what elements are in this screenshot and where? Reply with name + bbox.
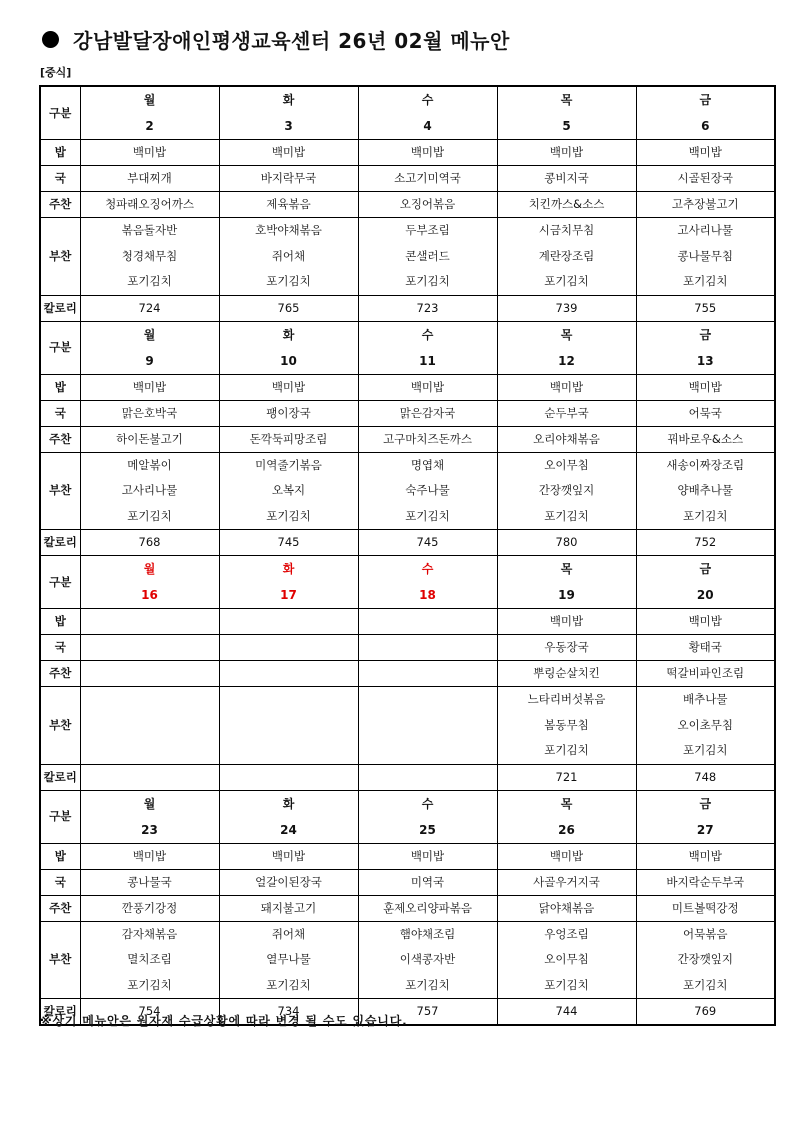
- side-dish: 포기김치: [544, 743, 589, 757]
- side-dish: 배추나물: [683, 692, 728, 706]
- soup-cell: 어묵국: [636, 400, 775, 426]
- day-header-cell: [636, 790, 775, 843]
- calorie-cell: [80, 764, 219, 790]
- calorie-row: [40, 530, 775, 556]
- main-cell: 뿌링순살치킨: [497, 661, 636, 687]
- soup-cell: 바지락무국: [219, 166, 358, 192]
- soup-cell: 바지락순두부국: [636, 869, 775, 895]
- page-title: [42, 24, 510, 54]
- soup-cell: 우동장국: [497, 635, 636, 661]
- row-label-soup: 국: [40, 166, 80, 192]
- weekday-label: 월: [143, 796, 156, 811]
- calorie-cell: [358, 764, 497, 790]
- calorie-cell: 757: [358, 999, 497, 1026]
- main-cell: 깐풍기강정: [80, 895, 219, 921]
- soup-row: [40, 635, 775, 661]
- rice-cell: [358, 609, 497, 635]
- weekday-label: 목: [560, 93, 573, 107]
- soup-cell: 사골우거지국: [497, 869, 636, 895]
- side-dish: 숙주나물: [405, 483, 450, 497]
- soup-row: [40, 869, 775, 895]
- side-dish: 새송이짜장조림: [666, 457, 745, 472]
- date-label: 13: [696, 353, 714, 368]
- day-header-cell: [636, 321, 775, 374]
- main-cell: 청파래오징어까스: [80, 192, 219, 218]
- side-dish: 간장깻잎지: [538, 483, 595, 497]
- side-cell: [497, 452, 636, 530]
- main-cell: 치킨까스&소스: [497, 192, 636, 218]
- soup-cell: 소고기미역국: [358, 166, 497, 192]
- rice-cell: 백미밥: [80, 374, 219, 400]
- side-cell: [358, 452, 497, 530]
- weekday-label: 수: [421, 562, 434, 576]
- main-cell: 닭야채볶음: [497, 895, 636, 921]
- side-cell: [219, 452, 358, 530]
- side-dish: 계란장조림: [538, 248, 595, 263]
- main-cell: 고구마치즈돈까스: [358, 426, 497, 452]
- side-dish: 콘샐러드: [405, 248, 450, 263]
- calorie-cell: 769: [636, 999, 775, 1026]
- side-cell: [636, 921, 775, 999]
- weekday-label: 월: [143, 562, 156, 576]
- side-cell: [497, 218, 636, 296]
- side-dish: 포기김치: [127, 977, 172, 992]
- side-row: [40, 452, 775, 530]
- weekday-label: 월: [143, 327, 156, 342]
- main-cell: [80, 661, 219, 687]
- main-cell: 꿔바로우&소스: [636, 426, 775, 452]
- day-header-cell: [219, 321, 358, 374]
- row-label-side: 부찬: [40, 921, 80, 999]
- calorie-cell: 755: [636, 295, 775, 321]
- row-label-header: 구분: [40, 321, 80, 374]
- main-cell: 돼지불고기: [219, 895, 358, 921]
- side-dish: 포기김치: [544, 508, 589, 523]
- week-header-row: [40, 790, 775, 843]
- side-dish: 오복지: [271, 483, 306, 497]
- section-label: [중식]: [40, 66, 72, 79]
- row-label-rice: 밥: [40, 843, 80, 869]
- main-cell: 오징어볶음: [358, 192, 497, 218]
- weekday-label: 수: [421, 93, 434, 107]
- main-cell: 고추장불고기: [636, 192, 775, 218]
- date-label: 9: [145, 353, 154, 368]
- side-dish: 쥐어채: [271, 248, 306, 263]
- side-dish: 명엽채: [410, 457, 445, 472]
- week-header-row: [40, 321, 775, 374]
- side-dish: [359, 687, 497, 713]
- day-header-cell: [497, 86, 636, 140]
- title-text: 강남발달장애인평생교육센터 26년 02월 메뉴안: [73, 28, 510, 53]
- date-label: 27: [696, 822, 714, 837]
- row-label-header: 구분: [40, 790, 80, 843]
- rice-cell: 백미밥: [219, 374, 358, 400]
- date-label: 3: [284, 119, 293, 133]
- soup-cell: 황태국: [636, 635, 775, 661]
- rice-cell: 백미밥: [219, 843, 358, 869]
- date-label: 10: [280, 353, 297, 368]
- side-dish: [81, 738, 219, 764]
- side-dish: 감자채볶음: [121, 926, 178, 941]
- rice-cell: 백미밥: [497, 609, 636, 635]
- weekday-label: 금: [699, 562, 712, 576]
- date-label: 18: [419, 588, 436, 602]
- date-label: 19: [558, 588, 575, 602]
- day-header-cell: [80, 790, 219, 843]
- side-dish: 우엉조림: [544, 926, 589, 941]
- day-header-cell: [358, 321, 497, 374]
- side-dish: 양배추나물: [677, 483, 734, 497]
- soup-cell: 순두부국: [497, 400, 636, 426]
- side-cell: [636, 218, 775, 296]
- date-label: 5: [562, 119, 571, 133]
- row-label-header: 구분: [40, 556, 80, 609]
- side-dish: [220, 738, 358, 764]
- week-header-row: [40, 556, 775, 609]
- side-cell: [358, 687, 497, 765]
- side-dish: 메알볶이: [127, 457, 172, 472]
- weekday-label: 수: [421, 327, 434, 342]
- soup-cell: 맑은호박국: [80, 400, 219, 426]
- day-header-cell: [497, 321, 636, 374]
- side-row: [40, 218, 775, 296]
- week-header-row: [40, 86, 775, 140]
- side-cell: [497, 687, 636, 765]
- side-cell: [219, 921, 358, 999]
- side-dish: 고사리나물: [677, 223, 734, 237]
- side-dish: [81, 687, 219, 713]
- calorie-cell: 768: [80, 530, 219, 556]
- date-label: 24: [280, 822, 297, 837]
- row-label-main: 주찬: [40, 895, 80, 921]
- row-label-soup: 국: [40, 400, 80, 426]
- side-dish: 시금치무침: [538, 223, 595, 237]
- main-row: [40, 192, 775, 218]
- weekday-label: 목: [560, 562, 573, 576]
- main-cell: 돈깍둑피망조림: [219, 426, 358, 452]
- side-dish: [359, 713, 497, 739]
- row-label-main: 주찬: [40, 192, 80, 218]
- side-dish: 포기김치: [405, 977, 450, 992]
- rice-cell: 백미밥: [80, 140, 219, 166]
- weekday-label: 화: [282, 327, 295, 342]
- weekday-label: 목: [560, 327, 573, 342]
- side-dish: 멸치조림: [127, 952, 172, 966]
- row-label-main: 주찬: [40, 661, 80, 687]
- side-cell: [219, 218, 358, 296]
- rice-cell: 백미밥: [636, 140, 775, 166]
- side-dish: 미역줄기볶음: [255, 457, 322, 472]
- calorie-cell: 724: [80, 295, 219, 321]
- rice-cell: [219, 609, 358, 635]
- calorie-cell: 765: [219, 295, 358, 321]
- side-dish: 두부조림: [405, 223, 450, 237]
- side-cell: [80, 218, 219, 296]
- weekday-label: 금: [699, 796, 712, 811]
- rice-cell: 백미밥: [219, 140, 358, 166]
- side-dish: 포기김치: [544, 274, 589, 288]
- date-label: 23: [141, 822, 158, 837]
- day-header-cell: [219, 86, 358, 140]
- main-row: [40, 426, 775, 452]
- calorie-cell: 780: [497, 530, 636, 556]
- side-dish: 오이무침: [544, 457, 589, 472]
- date-label: 11: [419, 353, 436, 368]
- side-row: [40, 687, 775, 765]
- side-dish: 고사리나물: [121, 483, 178, 497]
- side-dish: 콩나물무침: [677, 248, 734, 263]
- day-header-cell: [219, 556, 358, 609]
- main-cell: 미트볼떡강정: [636, 895, 775, 921]
- calorie-row: [40, 295, 775, 321]
- rice-cell: 백미밥: [497, 374, 636, 400]
- date-label: 6: [701, 119, 710, 133]
- soup-cell: [219, 635, 358, 661]
- side-dish: 청경채무침: [121, 248, 178, 263]
- side-dish: 포기김치: [266, 508, 311, 523]
- side-cell: [358, 921, 497, 999]
- calorie-cell: 748: [636, 764, 775, 790]
- weekday-label: 수: [421, 796, 434, 811]
- soup-row: [40, 400, 775, 426]
- date-label: 20: [696, 588, 714, 602]
- row-label-rice: 밥: [40, 374, 80, 400]
- rice-row: [40, 140, 775, 166]
- day-header-cell: [497, 556, 636, 609]
- side-cell: [358, 218, 497, 296]
- soup-cell: 콩비지국: [497, 166, 636, 192]
- calorie-cell: 739: [497, 295, 636, 321]
- soup-cell: 콩나물국: [80, 869, 219, 895]
- side-cell: [80, 452, 219, 530]
- soup-cell: 미역국: [358, 869, 497, 895]
- side-dish: 포기김치: [683, 977, 728, 992]
- main-cell: 훈제오리양파볶음: [358, 895, 497, 921]
- date-label: 26: [558, 822, 575, 837]
- rice-cell: 백미밥: [358, 843, 497, 869]
- soup-cell: 얼갈이된장국: [219, 869, 358, 895]
- weekday-label: 화: [282, 93, 295, 107]
- day-header-cell: [219, 790, 358, 843]
- date-label: 4: [423, 119, 432, 133]
- calorie-cell: 754: [80, 999, 219, 1026]
- rice-cell: 백미밥: [80, 843, 219, 869]
- main-cell: [358, 661, 497, 687]
- calorie-cell: 745: [358, 530, 497, 556]
- row-label-calorie: 칼로리: [40, 999, 80, 1026]
- calorie-cell: 745: [219, 530, 358, 556]
- day-header-cell: [80, 86, 219, 140]
- soup-cell: 팽이장국: [219, 400, 358, 426]
- side-cell: [80, 921, 219, 999]
- side-cell: [636, 687, 775, 765]
- date-label: 25: [419, 822, 436, 837]
- main-cell: 하이돈불고기: [80, 426, 219, 452]
- side-dish: 포기김치: [683, 743, 728, 757]
- side-dish: 포기김치: [266, 977, 311, 992]
- date-label: 2: [145, 119, 154, 133]
- day-header-cell: [636, 86, 775, 140]
- day-header-cell: [636, 556, 775, 609]
- main-cell: 떡갈비파인조림: [636, 661, 775, 687]
- side-dish: 오이무침: [544, 952, 589, 966]
- side-dish: 볶음돌자반: [121, 223, 178, 237]
- date-label: 12: [558, 353, 575, 368]
- side-dish: 햄야채조림: [399, 926, 456, 941]
- soup-row: [40, 166, 775, 192]
- date-label: 16: [141, 588, 158, 602]
- side-dish: [220, 713, 358, 739]
- calorie-cell: [219, 764, 358, 790]
- bullet-icon: [42, 31, 59, 48]
- rice-cell: 백미밥: [636, 374, 775, 400]
- calorie-row: [40, 764, 775, 790]
- weekday-label: 목: [560, 796, 573, 811]
- calorie-cell: 723: [358, 295, 497, 321]
- side-dish: [81, 713, 219, 739]
- side-row: [40, 921, 775, 999]
- side-dish: 이색콩자반: [399, 952, 456, 966]
- row-label-rice: 밥: [40, 140, 80, 166]
- calorie-cell: 744: [497, 999, 636, 1026]
- row-label-soup: 국: [40, 635, 80, 661]
- soup-cell: 시골된장국: [636, 166, 775, 192]
- day-header-cell: [358, 86, 497, 140]
- weekday-label: 화: [282, 796, 295, 811]
- side-dish: 포기김치: [683, 274, 728, 288]
- side-dish: 포기김치: [266, 274, 311, 288]
- rice-cell: 백미밥: [358, 140, 497, 166]
- side-dish: 봄동무침: [544, 717, 589, 732]
- side-dish: 포기김치: [405, 274, 450, 288]
- side-dish: 포기김치: [127, 274, 172, 288]
- side-dish: 간장깻잎지: [677, 952, 734, 966]
- row-label-soup: 국: [40, 869, 80, 895]
- weekday-label: 화: [282, 562, 295, 576]
- side-dish: 포기김치: [405, 508, 450, 523]
- rice-cell: 백미밥: [497, 843, 636, 869]
- soup-cell: [358, 635, 497, 661]
- row-label-calorie: 칼로리: [40, 764, 80, 790]
- side-cell: [497, 921, 636, 999]
- weekday-label: 월: [143, 93, 156, 107]
- rice-cell: 백미밥: [636, 843, 775, 869]
- side-dish: 포기김치: [127, 508, 172, 523]
- row-label-calorie: 칼로리: [40, 295, 80, 321]
- main-row: [40, 661, 775, 687]
- side-dish: 쥐어채: [271, 926, 306, 941]
- side-dish: 포기김치: [544, 977, 589, 992]
- day-header-cell: [80, 321, 219, 374]
- row-label-side: 부찬: [40, 218, 80, 296]
- main-cell: 오리야채볶음: [497, 426, 636, 452]
- day-header-cell: [497, 790, 636, 843]
- main-cell: 제육볶음: [219, 192, 358, 218]
- calorie-cell: 734: [219, 999, 358, 1026]
- side-dish: 열무나물: [266, 952, 311, 966]
- side-cell: [636, 452, 775, 530]
- side-dish: [359, 738, 497, 764]
- rice-row: [40, 843, 775, 869]
- side-dish: 오이초무침: [677, 717, 734, 732]
- menu-table: [39, 85, 776, 1026]
- day-header-cell: [80, 556, 219, 609]
- side-dish: 호박야채볶음: [255, 223, 322, 237]
- row-label-calorie: 칼로리: [40, 530, 80, 556]
- side-cell: [80, 687, 219, 765]
- row-label-side: 부찬: [40, 687, 80, 765]
- row-label-side: 부찬: [40, 452, 80, 530]
- side-dish: 느타리버섯볶음: [527, 692, 606, 706]
- rice-cell: 백미밥: [636, 609, 775, 635]
- weekday-label: 금: [699, 327, 712, 342]
- footnote: ※상기 메뉴안은 원자재 수급상황에 따라 변경 될 수도 있습니다.: [40, 1014, 408, 1028]
- weekday-label: 금: [699, 93, 712, 107]
- rice-cell: 백미밥: [497, 140, 636, 166]
- main-row: [40, 895, 775, 921]
- rice-row: [40, 374, 775, 400]
- row-label-main: 주찬: [40, 426, 80, 452]
- row-label-rice: 밥: [40, 609, 80, 635]
- side-dish: 포기김치: [683, 508, 728, 523]
- day-header-cell: [358, 790, 497, 843]
- side-dish: 어묵볶음: [683, 926, 728, 941]
- row-label-header: 구분: [40, 86, 80, 140]
- soup-cell: 부대찌개: [80, 166, 219, 192]
- day-header-cell: [358, 556, 497, 609]
- calorie-cell: 752: [636, 530, 775, 556]
- soup-cell: 맑은감자국: [358, 400, 497, 426]
- date-label: 17: [280, 588, 297, 602]
- rice-row: [40, 609, 775, 635]
- side-cell: [219, 687, 358, 765]
- calorie-cell: 721: [497, 764, 636, 790]
- soup-cell: [80, 635, 219, 661]
- main-cell: [219, 661, 358, 687]
- rice-cell: 백미밥: [358, 374, 497, 400]
- rice-cell: [80, 609, 219, 635]
- side-dish: [220, 687, 358, 713]
